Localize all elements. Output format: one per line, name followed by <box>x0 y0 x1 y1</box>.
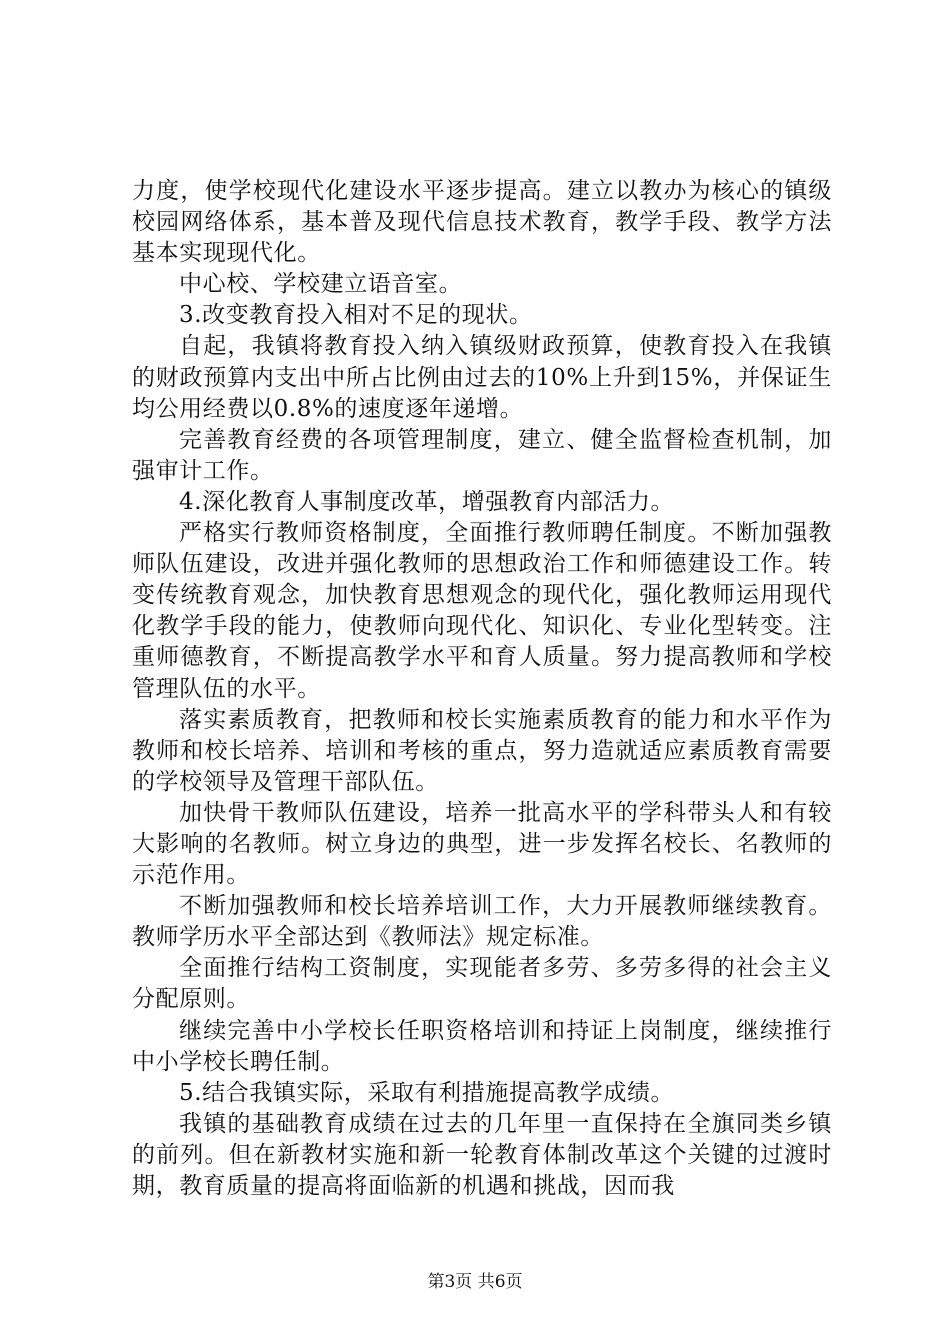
paragraph-training: 不断加强教师和校长培养培训工作，大力开展教师继续教育。教师学历水平全部达到《教师法》规定标准。 <box>132 893 832 951</box>
paragraph-salary: 全面推行结构工资制度，实现能者多劳、多劳多得的社会主义分配原则。 <box>132 955 832 1013</box>
page-number-footer: 第3页 共6页 <box>427 1272 523 1292</box>
section-heading-4: 4.深化教育人事制度改革，增强教育内部活力。 <box>179 488 675 515</box>
section-heading-5: 5.结合我镇实际，采取有利措施提高教学成绩。 <box>179 1079 675 1106</box>
paragraph-principal-appointment: 继续完善中小学校长任职资格培训和持证上岗制度，继续推行中小学校长聘任制。 <box>132 1017 832 1075</box>
paragraph-continuation: 力度，使学校现代化建设水平逐步提高。建立以教办为核心的镇级校园网络体系，基本普及现代信息技术教育，教学手段、教学方法基本实现现代化。 <box>132 178 832 267</box>
paragraph-teaching-results: 我镇的基础教育成绩在过去的几年里一直保持在全旗同类乡镇的前列。但在新教材实施和新一轮教育体制改革这个关键的过渡时期，教育质量的提高将面临新的机遇和挑战，因而我 <box>132 1110 832 1199</box>
paragraph-quality-education: 落实素质教育，把教师和校长实施素质教育的能力和水平作为教师和校长培养、培训和考核的重点，努力造就适应素质教育需要的学校领导及管理干部队伍。 <box>132 706 832 795</box>
paragraph-teacher-qualification: 严格实行教师资格制度，全面推行教师聘任制度。不断加强教师队伍建设，改进并强化教师的思想政治工作和师德建设工作。转变传统教育观念，加快教育思想观念的现代化，强化教师运用现代化教学手段的能力，使教师向现代化、知识化、专业化型转变。注重师德教育，不断提高教学水平和育人质量。努力提高教师和学校管理队伍的水平。 <box>132 520 832 702</box>
paragraph-budget: 自起，我镇将教育投入纳入镇级财政预算，使教育投入在我镇的财政预算内支出中所占比例由过去的10%上升到15%，并保证生均公用经费以0.8%的速度逐年递增。 <box>132 333 832 422</box>
paragraph-funding-management: 完善教育经费的各项管理制度，建立、健全监督检查机制，加强审计工作。 <box>132 426 832 484</box>
paragraph-language-lab: 中心校、学校建立语音室。 <box>179 271 463 298</box>
paragraph-backbone-teachers: 加快骨干教师队伍建设，培养一批高水平的学科带头人和有较大影响的名教师。树立身边的典型，进一步发挥名校长、名教师的示范作用。 <box>132 799 832 889</box>
document-body <box>132 176 832 1202</box>
section-heading-3: 3.改变教育投入相对不足的现状。 <box>179 302 533 329</box>
